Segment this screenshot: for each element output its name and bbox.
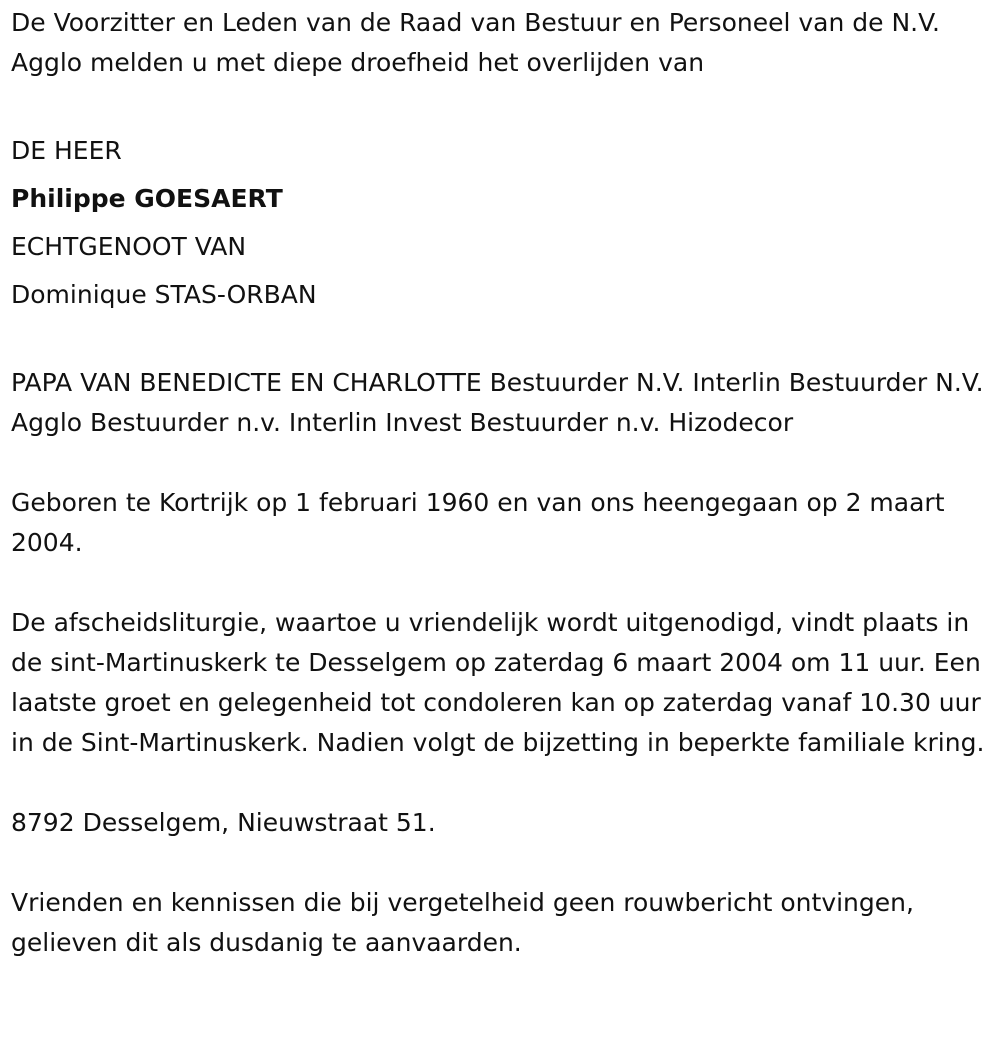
spacer: [11, 83, 986, 123]
deceased-block: [11, 127, 986, 319]
spacer: [11, 323, 986, 363]
spacer: [11, 443, 986, 483]
intro-paragraph: De Voorzitter en Leden van de Raad van Bestuur en Personeel van de N.V. Agglo melden u met diepe droefheid het overlijden van: [11, 8, 940, 77]
address-line: 8792 Desselgem, Nieuwstraat 51.: [11, 808, 436, 837]
spacer: [11, 843, 986, 883]
birth-death-paragraph: Geboren te Kortrijk op 1 februari 1960 en van ons heengegaan op 2 maart 2004.: [11, 488, 945, 557]
spouse-label: ECHTGENOOT VAN: [11, 232, 247, 261]
ceremony-paragraph: De afscheidsliturgie, waartoe u vriendelijk wordt uitgenodigd, vindt plaats in de sint-Martinuskerk te Desselgem op zaterdag 6 maart 2004 om 11 uur. Een laatste groet en gelegenheid tot condoleren kan op zaterdag vanaf 10.30 uur in de Sint-Martinuskerk. Nadien volgt de bijzetting in beperkte familiale kring.: [11, 608, 985, 757]
title-prefix: DE HEER: [11, 136, 122, 165]
obituary-notice: [11, 3, 986, 963]
spouse-name: Dominique STAS-ORBAN: [11, 280, 317, 309]
spacer: [11, 563, 986, 603]
roles-paragraph: PAPA VAN BENEDICTE EN CHARLOTTE Bestuurder N.V. Interlin Bestuurder N.V. Agglo Bestuurder n.v. Interlin Invest Bestuurder n.v. Hizodecor: [11, 368, 984, 437]
spacer: [11, 763, 986, 803]
deceased-name: Philippe GOESAERT: [11, 184, 283, 213]
closing-paragraph: Vrienden en kennissen die bij vergetelheid geen rouwbericht ontvingen, gelieven dit als dusdanig te aanvaarden.: [11, 888, 914, 957]
